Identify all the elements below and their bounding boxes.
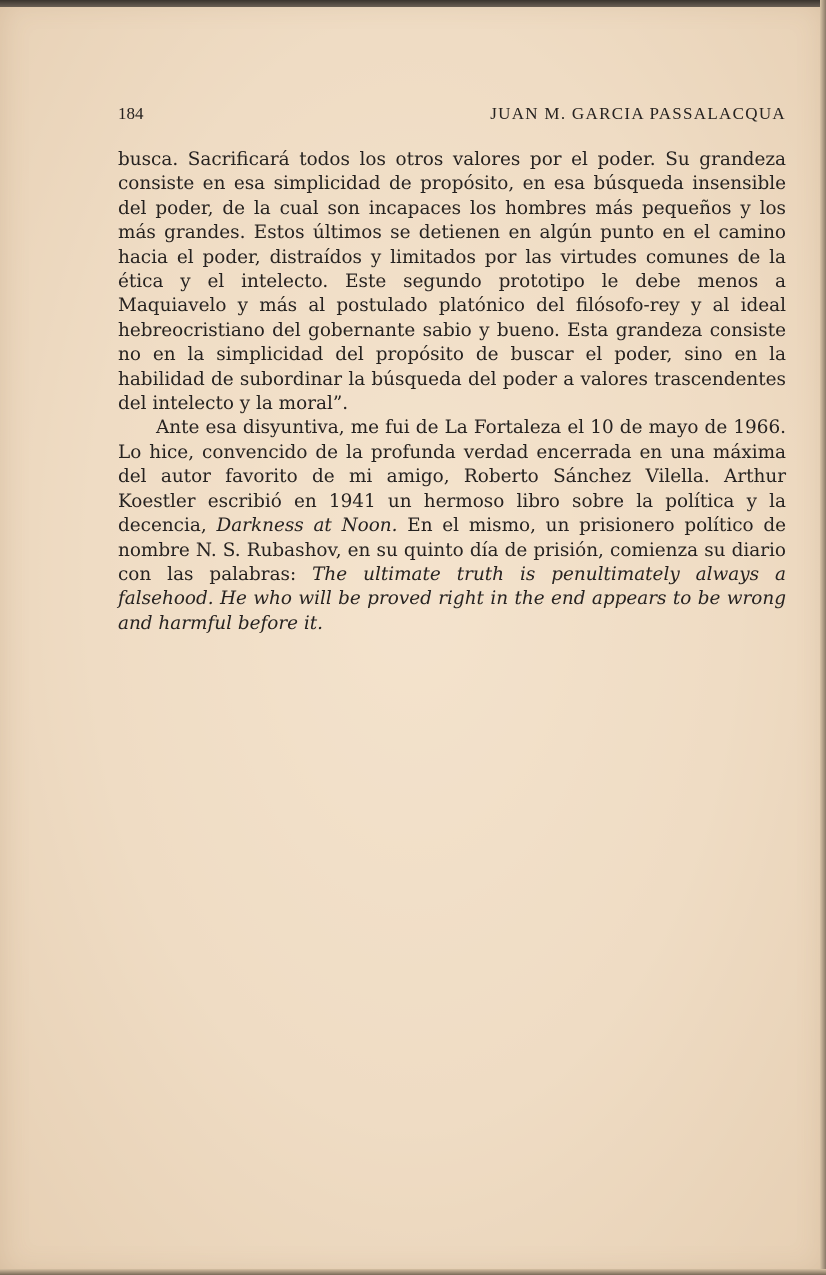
- paragraph-2: [118, 416, 786, 636]
- page-header: [118, 104, 786, 130]
- running-head: JUAN M. GARCIA PASSALACQUA: [490, 104, 786, 123]
- page-right-edge: [820, 0, 826, 1275]
- paragraph-2-text-after-title: En el mismo, un prisionero político de nombre N. S. Rubashov, en su quinto día de prisión, comienza su diario con las palabras:: [118, 515, 786, 585]
- page-top-edge: [0, 0, 826, 7]
- book-title: Darkness at Noon.: [216, 515, 398, 537]
- quotation: The ultimate truth is penultimately always a falsehood. He who will be proved right in the end appears to be wrong and harmful before it.: [118, 563, 786, 634]
- page-number: 184: [118, 104, 144, 123]
- page-bottom-edge: [0, 1269, 826, 1275]
- paragraph-2-text-before-title: Ante esa disyuntiva, me fui de La Fortaleza el 10 de mayo de 1966. Lo hice, convencido de la profunda verdad encerrada en una máxima del autor favorito de mi amigo, Roberto Sánchez Vilella. Arthur Koestler escribió en 1941 un hermoso libro sobre la política y la decencia,: [118, 417, 786, 537]
- paragraph-1: busca. Sacrificará todos los otros valores por el poder. Su grandeza consiste en esa simplicidad de propósito, en esa búsqueda insensible del poder, de la cual son incapaces los hombres más pequeños y los más grandes. Estos últimos se detienen en algún punto en el camino hacia el poder, distraídos y limitados por las virtudes comunes de la ética y el intelecto. Este segundo prototipo le debe menos a Maquiavelo y más al postulado platónico del filósofo-rey y al ideal hebreocristiano del gobernante sabio y bueno. Esta grandeza consiste no en la simplicidad del propósito de buscar el poder, sino en la habilidad de subordinar la búsqueda del poder a valores trascendentes del intelecto y la moral”.: [118, 149, 786, 415]
- body-text: [118, 148, 786, 636]
